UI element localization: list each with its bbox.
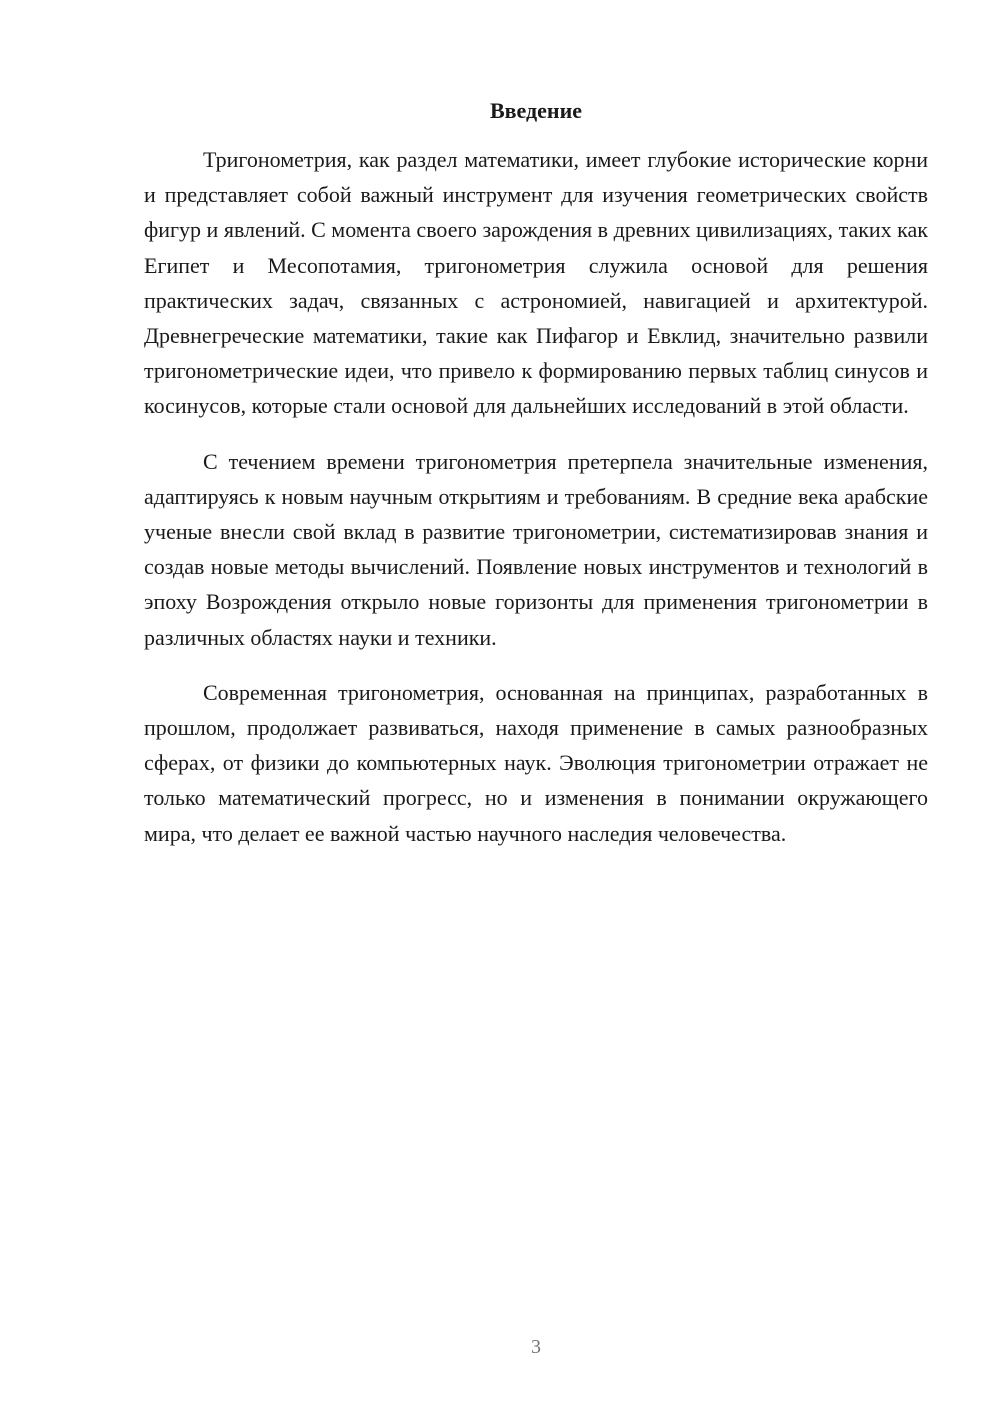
- page-number: 3: [531, 1336, 541, 1358]
- paragraph-1: Тригонометрия, как раздел математики, имеет глубокие исторические корни и представляет собой важный инструмент для изучения геометрических свойств фигур и явлений. С момента своего зарождения в древних цивилизациях, таких как Египет и Месопотамия, тригонометрия служила основой для решения практических задач, связанных с астрономией, навигацией и архитектурой. Древнегреческие математики, такие как Пифагор и Евклид, значительно развили тригонометрические идеи, что привело к формированию первых таблиц синусов и косинусов, которые стали основой для дальнейших исследований в этой области.: [144, 147, 928, 419]
- paragraph-2: С течением времени тригонометрия претерпела значительные изменения, адаптируясь к новым научным открытиям и требованиям. В средние века арабские ученые внесли свой вклад в развитие тригонометрии, систематизировав знания и создав новые методы вычислений. Появление новых инструментов и технологий в эпоху Возрождения открыло новые горизонты для применения тригонометрии в различных областях науки и техники.: [144, 448, 928, 650]
- paragraph-3: Современная тригонометрия, основанная на принципах, разработанных в прошлом, продолжает развиваться, находя применение в самых разнообразных сферах, от физики до компьютерных наук. Эволюция тригонометрии отражает не только математический прогресс, но и изменения в понимании окружающего мира, что делает ее важной частью научного наследия человечества.: [144, 679, 928, 846]
- document-body: [144, 142, 928, 871]
- page-title: Введение: [489, 98, 583, 123]
